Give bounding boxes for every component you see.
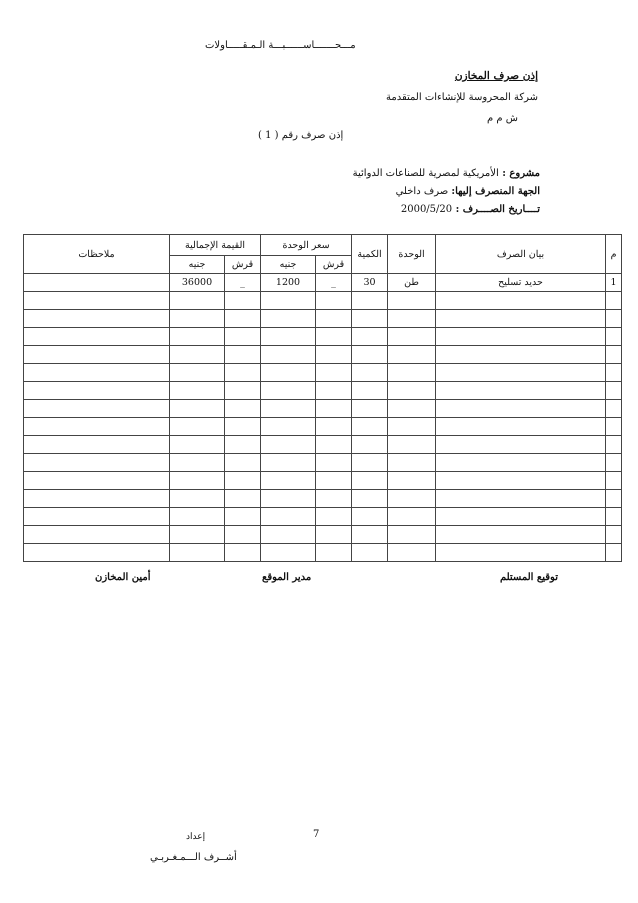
cell-unit-price-pound (261, 508, 316, 526)
col-header-num: م (606, 235, 622, 274)
cell-unit-price-piaster (316, 472, 352, 490)
cell-total-piaster (225, 472, 261, 490)
cell-total-pound (170, 346, 225, 364)
cell-total-pound (170, 526, 225, 544)
cell-unit-price-pound (261, 454, 316, 472)
cell-unit-price-piaster (316, 346, 352, 364)
col-header-qty: الكمية (352, 235, 388, 274)
cell-description (436, 328, 606, 346)
table-row (24, 400, 622, 418)
cell-notes (24, 400, 170, 418)
cell-notes (24, 544, 170, 562)
cell-description (436, 508, 606, 526)
cell-unit-price-piaster (316, 292, 352, 310)
cell-qty (352, 328, 388, 346)
cell-total-pound (170, 292, 225, 310)
permit-number: إذن صرف رقم ( 1 ) (258, 130, 344, 141)
cell-num (606, 418, 622, 436)
cell-unit (388, 472, 436, 490)
cell-unit (388, 382, 436, 400)
cell-description (436, 382, 606, 400)
cell-total-piaster (225, 346, 261, 364)
cell-unit-price-pound (261, 292, 316, 310)
table-row (24, 508, 622, 526)
cell-num (606, 328, 622, 346)
table-row (24, 526, 622, 544)
col-header-total: القيمة الإجمالية (170, 235, 261, 256)
table-row (24, 454, 622, 472)
cell-qty (352, 382, 388, 400)
cell-unit-price-pound (261, 418, 316, 436)
cell-unit-price-piaster (316, 508, 352, 526)
cell-unit-price-pound (261, 472, 316, 490)
col-header-description: بيان الصرف (436, 235, 606, 274)
cell-qty (352, 418, 388, 436)
cell-unit-price-piaster (316, 310, 352, 328)
prepared-by-label: إعداد (186, 832, 206, 842)
cell-unit (388, 526, 436, 544)
cell-unit-price-piaster (316, 400, 352, 418)
cell-unit (388, 454, 436, 472)
cell-total-pound (170, 400, 225, 418)
table-row (24, 292, 622, 310)
cell-total-piaster (225, 454, 261, 472)
cell-total-piaster (225, 310, 261, 328)
cell-unit (388, 364, 436, 382)
cell-total-piaster (225, 400, 261, 418)
cell-notes (24, 508, 170, 526)
cell-notes (24, 382, 170, 400)
cell-description (436, 292, 606, 310)
cell-num (606, 346, 622, 364)
table-row (24, 436, 622, 454)
table-row (24, 346, 622, 364)
cell-qty (352, 544, 388, 562)
cell-notes (24, 364, 170, 382)
cell-unit-price-pound: 1200 (261, 274, 316, 292)
cell-notes (24, 274, 170, 292)
table-row (24, 382, 622, 400)
subheader-piaster: قرش (316, 256, 352, 274)
cell-num (606, 400, 622, 418)
cell-description (436, 346, 606, 364)
cell-total-pound: 36000 (170, 274, 225, 292)
cell-qty (352, 310, 388, 328)
cell-qty: 30 (352, 274, 388, 292)
cell-total-pound (170, 382, 225, 400)
cell-total-pound (170, 454, 225, 472)
cell-description: حديد تسليح (436, 274, 606, 292)
cell-unit-price-piaster (316, 436, 352, 454)
cell-total-piaster (225, 490, 261, 508)
table-row (24, 274, 622, 292)
cell-description (436, 400, 606, 418)
page-number: 7 (313, 829, 320, 840)
col-header-unit-price: سعر الوحدة (261, 235, 352, 256)
cell-num (606, 490, 622, 508)
table-row (24, 544, 622, 562)
cell-qty (352, 526, 388, 544)
cell-unit (388, 346, 436, 364)
cell-total-piaster: _ (225, 274, 261, 292)
cell-qty (352, 400, 388, 418)
cell-notes (24, 454, 170, 472)
cell-total-pound (170, 490, 225, 508)
cell-description (436, 490, 606, 508)
cell-unit-price-pound (261, 436, 316, 454)
cell-description (436, 310, 606, 328)
cell-total-pound (170, 328, 225, 346)
cell-total-pound (170, 364, 225, 382)
cell-total-pound (170, 472, 225, 490)
receiver-signature-label: توقيع المستلم (499, 572, 558, 583)
cell-unit-price-piaster (316, 382, 352, 400)
project-value: الأمريكية لمصرية للصناعات الدوائية (352, 168, 499, 179)
cell-unit-price-pound (261, 382, 316, 400)
table-row (24, 310, 622, 328)
cell-qty (352, 364, 388, 382)
cell-num: 1 (606, 274, 622, 292)
cell-qty (352, 490, 388, 508)
cell-description (436, 436, 606, 454)
cell-num (606, 544, 622, 562)
destination-line (396, 186, 540, 197)
cell-total-piaster (225, 436, 261, 454)
project-line (353, 168, 540, 179)
cell-num (606, 526, 622, 544)
cell-qty (352, 346, 388, 364)
cell-notes (24, 346, 170, 364)
page-title: مـــحـــــــاســــــبـــة الـمـقـــــاولات (205, 40, 356, 51)
table-row (24, 472, 622, 490)
cell-qty (352, 508, 388, 526)
table-row (24, 490, 622, 508)
cell-notes (24, 328, 170, 346)
cell-num (606, 292, 622, 310)
table-row (24, 328, 622, 346)
cell-notes (24, 526, 170, 544)
col-header-unit: الوحدة (388, 235, 436, 274)
cell-unit (388, 508, 436, 526)
cell-num (606, 436, 622, 454)
cell-notes (24, 292, 170, 310)
date-value: 2000/5/20 (400, 204, 453, 215)
cell-unit: طن (388, 274, 436, 292)
cell-description (436, 472, 606, 490)
cell-unit-price-piaster (316, 454, 352, 472)
cell-unit (388, 544, 436, 562)
subheader-pound: جنيه (261, 256, 316, 274)
cell-total-pound (170, 544, 225, 562)
table-row (24, 418, 622, 436)
company-name: شركة المحروسة للإنشاءات المتقدمة (385, 92, 538, 103)
author-name: أشــرف الـــمـغـربـي (150, 852, 237, 863)
cell-num (606, 364, 622, 382)
destination-value: صرف داخلي (395, 186, 449, 197)
cell-total-pound (170, 310, 225, 328)
cell-unit-price-pound (261, 310, 316, 328)
cell-unit-price-pound (261, 544, 316, 562)
cell-total-piaster (225, 292, 261, 310)
cell-notes (24, 436, 170, 454)
table-row (24, 364, 622, 382)
cell-unit-price-piaster (316, 328, 352, 346)
cell-total-pound (170, 436, 225, 454)
cell-unit-price-piaster (316, 364, 352, 382)
cell-description (436, 364, 606, 382)
table-header-row (24, 235, 622, 256)
cell-unit-price-pound (261, 328, 316, 346)
cell-unit-price-pound (261, 526, 316, 544)
cell-description (436, 526, 606, 544)
cell-unit-price-pound (261, 490, 316, 508)
cell-notes (24, 472, 170, 490)
cell-notes (24, 490, 170, 508)
cell-total-piaster (225, 526, 261, 544)
cell-num (606, 472, 622, 490)
cell-qty (352, 472, 388, 490)
cell-unit-price-pound (261, 346, 316, 364)
date-label: تــــاريخ الصــــرف : (455, 204, 540, 215)
storekeeper-signature-label: أمين المخازن (95, 572, 151, 583)
cell-total-piaster (225, 508, 261, 526)
cell-unit-price-pound (261, 400, 316, 418)
document-subtitle: إذن صرف المخازن (454, 70, 538, 82)
cell-num (606, 454, 622, 472)
cell-unit (388, 310, 436, 328)
cell-qty (352, 454, 388, 472)
destination-label: الجهة المنصرف إليها: (451, 186, 540, 197)
project-label: مشروع : (502, 168, 540, 179)
cell-total-pound (170, 418, 225, 436)
cell-unit-price-piaster (316, 526, 352, 544)
subheader-pound: جنيه (170, 256, 225, 274)
cell-unit-price-piaster (316, 544, 352, 562)
cell-unit-price-piaster (316, 418, 352, 436)
cell-total-piaster (225, 382, 261, 400)
cell-notes (24, 418, 170, 436)
cell-total-piaster (225, 364, 261, 382)
cell-description (436, 454, 606, 472)
cell-total-piaster (225, 328, 261, 346)
cell-unit (388, 400, 436, 418)
cell-unit (388, 490, 436, 508)
cell-unit-price-piaster (316, 490, 352, 508)
cell-total-pound (170, 508, 225, 526)
cell-unit (388, 418, 436, 436)
cell-num (606, 508, 622, 526)
cell-num (606, 382, 622, 400)
cell-num (606, 310, 622, 328)
site-manager-signature-label: مدير الموقع (262, 572, 312, 583)
cell-unit-price-pound (261, 364, 316, 382)
col-header-notes: ملاحظات (24, 235, 170, 274)
cell-qty (352, 436, 388, 454)
cell-total-piaster (225, 418, 261, 436)
cell-unit (388, 436, 436, 454)
cell-unit-price-piaster: _ (316, 274, 352, 292)
cell-description (436, 544, 606, 562)
cell-unit (388, 292, 436, 310)
company-abbreviation: ش م م (487, 113, 518, 124)
cell-unit (388, 328, 436, 346)
cell-notes (24, 310, 170, 328)
cell-description (436, 418, 606, 436)
date-line (401, 204, 540, 215)
cell-qty (352, 292, 388, 310)
subheader-piaster: قرش (225, 256, 261, 274)
cell-total-piaster (225, 544, 261, 562)
issue-table (23, 234, 622, 562)
